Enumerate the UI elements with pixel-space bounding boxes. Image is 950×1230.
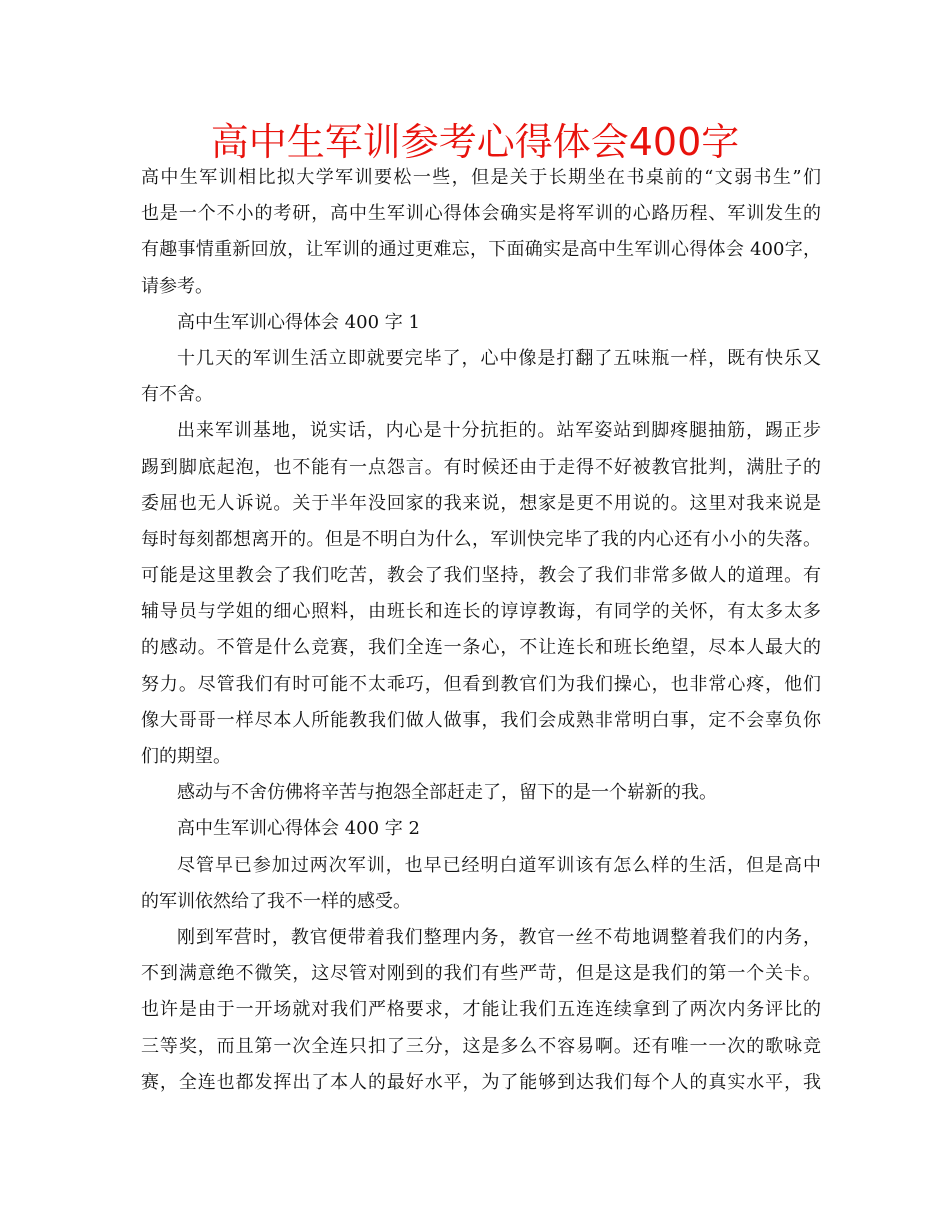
paragraph-line: 委屈也无人诉说。关于半年没回家的我来说，想家是更不用说的。这里对我来说是 — [141, 492, 821, 514]
paragraph-line: 不到满意绝不微笑，这尽管对刚到的我们有些严苛，但是这是我们的第一个关卡。 — [141, 963, 821, 985]
paragraph-line: 高中生军训相比拟大学军训要松一些，但是关于长期坐在书桌前的“文弱书生”们 — [141, 167, 821, 188]
paragraph-line: 努力。尽管我们有时可能不太乖巧，但看到教官们为我们操心，也非常心疼，他们 — [141, 673, 821, 695]
paragraph-line: 每时每刻都想离开的。但是不明白为什么，军训快完毕了我的内心还有小小的失落。 — [141, 528, 821, 550]
document-body — [141, 160, 821, 1101]
paragraph-line: 请参考。 — [141, 275, 213, 297]
paragraph-line: 有趣事情重新回放，让军训的通过更难忘，下面确实是高中生军训心得体会 400字， — [141, 239, 821, 261]
paragraph-line: 可能是这里教会了我们吃苦，教会了我们坚持，教会了我们非常多做人的道理。有 — [141, 565, 821, 587]
paragraph-line: 也许是由于一开场就对我们严格要求，才能让我们五连连续拿到了两次内务评比的 — [141, 999, 821, 1021]
document-title: 高中生军训参考心得体会400字 — [210, 120, 740, 164]
paragraph-line: 感动与不舍仿佛将辛苦与抱怨全部赶走了，留下的是一个崭新的我。 — [177, 782, 717, 804]
paragraph-line: 像大哥哥一样尽本人所能教我们做人做事，我们会成熟非常明白事，定不会辜负你 — [141, 709, 821, 731]
paragraph-line: 辅导员与学姐的细心照料，由班长和连长的谆谆教诲，有同学的关怀，有太多太多 — [141, 601, 821, 623]
paragraph-line: 的感动。不管是什么竞赛，我们全连一条心，不让连长和班长绝望，尽本人最大的 — [141, 637, 821, 659]
paragraph-line: 出来军训基地，说实话，内心是十分抗拒的。站军姿站到脚疼腿抽筋，踢正步 — [177, 420, 821, 442]
paragraph-line: 们的期望。 — [141, 746, 231, 767]
section-heading: 高中生军训心得体会 400 字 2 — [177, 818, 420, 840]
paragraph-line: 三等奖，而且第一次全连只扣了三分，这是多么不容易啊。还有唯一一次的歌咏竞 — [141, 1035, 821, 1057]
paragraph-line: 十几天的军训生活立即就要完毕了，心中像是打翻了五味瓶一样，既有快乐又 — [177, 347, 821, 369]
paragraph-line: 踢到脚底起泡，也不能有一点怨言。有时候还由于走得不好被教官批判，满肚子的 — [141, 456, 821, 478]
paragraph-line: 也是一个不小的考研，高中生军训心得体会确实是将军训的心路历程、军训发生的 — [141, 203, 821, 225]
paragraph-line: 的军训依然给了我不一样的感受。 — [141, 890, 411, 912]
paragraph-line: 尽管早已参加过两次军训，也早已经明白道军训该有怎么样的生活，但是高中 — [177, 854, 821, 876]
section-heading: 高中生军训心得体会 400 字 1 — [177, 311, 420, 333]
paragraph-line: 赛，全连也都发挥出了本人的最好水平，为了能够到达我们每个人的真实水平，我 — [141, 1071, 821, 1093]
paragraph-line: 有不舍。 — [141, 384, 213, 406]
paragraph-line: 刚到军营时，教官便带着我们整理内务，教官一丝不苟地调整着我们的内务， — [177, 926, 821, 948]
